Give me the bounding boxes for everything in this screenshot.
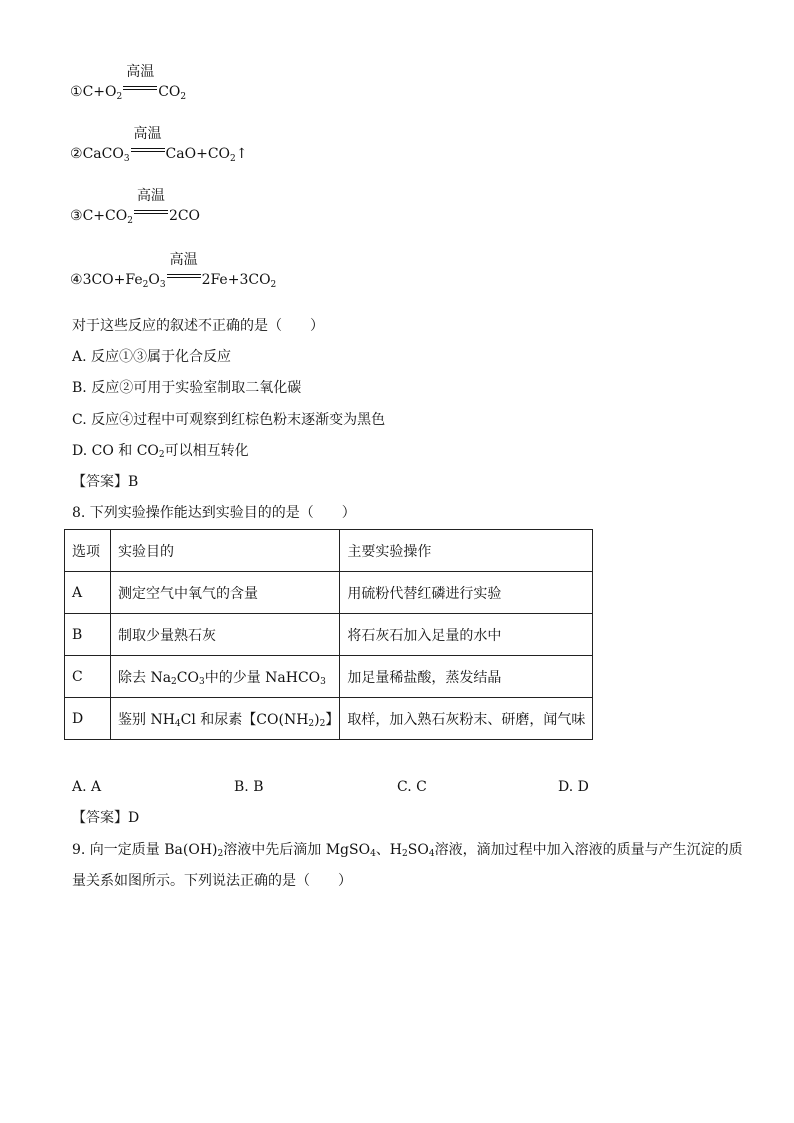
table-header-cell: 实验目的	[111, 530, 340, 572]
reaction-4: $④3CO+Fe_2O_3$ 高温 $2Fe+3CO_2$	[70, 252, 277, 290]
q9-stem-line1: 9. 向一定质量 $Ba(OH)_2$溶液中先后滴加 MgSO$_4$、$H_2SO_4$溶液，滴加过程中加入溶液的质量与产生沉淀的质	[72, 842, 743, 859]
q7-answer	[72, 472, 138, 492]
table-row	[65, 572, 593, 614]
table-cell-option: A	[65, 572, 111, 614]
answer-tag: 【答案】	[72, 474, 128, 490]
table-cell-purpose: 除去 $Na_2CO_3$中的少量 NaHCO$_3$	[111, 656, 340, 698]
answer-tag: 【答案】	[72, 810, 128, 826]
q8-answer	[72, 808, 139, 828]
reaction-1: $①C+O_2$ 高温 $CO_2$	[70, 64, 187, 102]
q8-choice-c: C. C	[397, 779, 427, 795]
table-row	[65, 656, 593, 698]
answer-value: B	[128, 474, 139, 490]
gas-arrow: ↑	[235, 146, 248, 162]
reaction-number: ④	[70, 272, 83, 288]
condition-high-temp: 高温	[131, 146, 165, 158]
reaction-number: ②	[70, 146, 83, 162]
q7-option-a: A. 反应①③属于化合反应	[72, 349, 232, 365]
answer-value: D	[128, 810, 140, 826]
reaction-number: ①	[70, 84, 83, 100]
q8-choice-d: D. D	[558, 779, 589, 795]
condition-high-temp: 高温	[134, 208, 168, 220]
reaction-3: $③C+CO_2$ 高温 2CO	[70, 188, 201, 226]
condition-high-temp: 高温	[167, 272, 201, 284]
table-cell-operation: 用硫粉代替红磷进行实验	[340, 572, 593, 614]
table-cell-purpose: 鉴别 $NH_4Cl$ 和尿素【$CO(NH_2)_2$】	[111, 698, 340, 740]
table-cell-operation: 取样，加入熟石灰粉末、研磨，闻气味	[340, 698, 593, 740]
table-cell-option: B	[65, 614, 111, 656]
q9-stem-line2: 量关系如图所示。下列说法正确的是（ ）	[72, 873, 352, 889]
table-header-cell: 主要实验操作	[340, 530, 593, 572]
table-cell-purpose: 测定空气中氧气的含量	[111, 572, 340, 614]
table-cell-operation: 加足量稀盐酸，蒸发结晶	[340, 656, 593, 698]
q7-stem: 对于这些反应的叙述不正确的是（ ）	[72, 318, 324, 334]
q8-choice-b: B. B	[234, 779, 264, 795]
q8-table	[64, 529, 593, 740]
table-header-row	[65, 530, 593, 572]
q7-option-b: B. 反应②可用于实验室制取二氧化碳	[72, 380, 302, 396]
table-cell-operation: 将石灰石加入足量的水中	[340, 614, 593, 656]
reaction-2: ②CaCO$_3$ 高温 $CaO+CO_2↑$	[70, 126, 248, 164]
table-row	[65, 614, 593, 656]
table-cell-option: D	[65, 698, 111, 740]
q7-option-c: C. 反应④过程中可观察到红棕色粉末逐渐变为黑色	[72, 412, 386, 428]
table-cell-option: C	[65, 656, 111, 698]
reaction-number: ③	[70, 208, 83, 224]
table-cell-purpose: 制取少量熟石灰	[111, 614, 340, 656]
q7-option-d: D. CO 和 $CO_2$可以相互转化	[72, 443, 249, 460]
table-header-cell: 选项	[65, 530, 111, 572]
table-row	[65, 698, 593, 740]
q8-choice-a: A. A	[72, 779, 102, 795]
condition-high-temp: 高温	[123, 84, 157, 96]
q8-stem: 8. 下列实验操作能达到实验目的的是（ ）	[72, 505, 356, 521]
